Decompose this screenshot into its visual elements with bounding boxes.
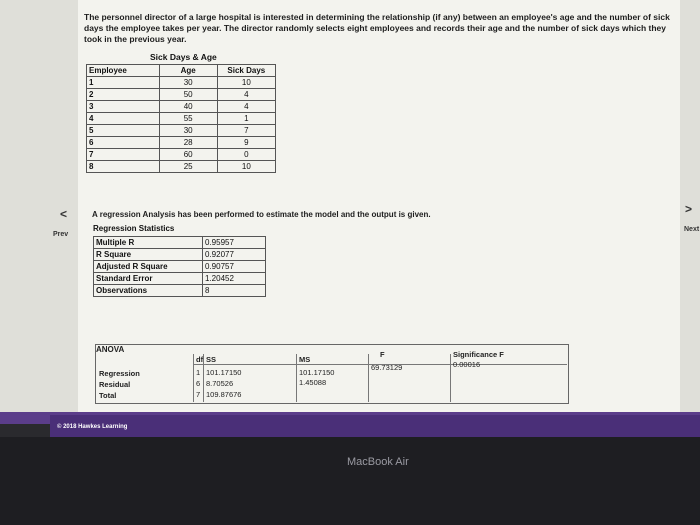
stat-value: 0.95957: [203, 237, 266, 249]
table-row: [87, 113, 276, 125]
cell-sick-days: 4: [217, 89, 275, 101]
footer-band: [50, 415, 700, 437]
table-row: [94, 261, 266, 273]
table-row: [94, 237, 266, 249]
cell-employee: 5: [87, 125, 160, 137]
table-row: [94, 285, 266, 297]
cell-age: 60: [159, 149, 217, 161]
cell-sick-days: 1: [217, 113, 275, 125]
regression-stats-title: Regression Statistics: [93, 224, 175, 233]
table-row: [87, 101, 276, 113]
cell-age: 28: [159, 137, 217, 149]
cell-employee: 6: [87, 137, 160, 149]
table-row: [94, 249, 266, 261]
header-age: Age: [159, 65, 217, 77]
cell-sick-days: 10: [217, 161, 275, 173]
anova-total-ss: 109.87676: [206, 390, 242, 399]
anova-col-divider: [193, 354, 194, 402]
anova-label-total: Total: [99, 391, 117, 400]
cell-age: 55: [159, 113, 217, 125]
cell-age: 40: [159, 101, 217, 113]
stat-label: Observations: [94, 285, 203, 297]
cell-sick-days: 10: [217, 77, 275, 89]
anova-reg-ms: 101.17150: [299, 368, 335, 377]
anova-header-ss: SS: [206, 355, 217, 364]
cell-sick-days: 9: [217, 137, 275, 149]
anova-label-regression: Regression: [99, 369, 140, 378]
anova-title: ANOVA: [96, 345, 125, 354]
next-button[interactable]: Next: [684, 226, 700, 233]
anova-reg-f: 69.73129: [371, 363, 403, 372]
table-row: [87, 161, 276, 173]
table-header-row: [87, 65, 276, 77]
anova-res-df: 6: [196, 379, 201, 388]
stat-value: 0.92077: [203, 249, 266, 261]
problem-text: The personnel director of a large hospital is interested in determining the relationship (if any) between an employee's age and the number of sick days the employee takes per year. The director randomly selects eight employees and records their age and the number of sick days which they took in the previous year.: [84, 12, 670, 44]
table-row: [87, 149, 276, 161]
anova-col-divider: [450, 354, 451, 402]
anova-reg-df: 1: [196, 368, 201, 377]
anova-total-df: 7: [196, 390, 201, 399]
cell-sick-days: 0: [217, 149, 275, 161]
cell-age: 50: [159, 89, 217, 101]
anova-res-ss: 8.70526: [206, 379, 234, 388]
anova-header-sig: Significance F: [453, 350, 504, 359]
anova-reg-sig: 0.00016: [453, 360, 481, 369]
anova-header-df: df: [196, 355, 204, 364]
stat-label: R Square: [94, 249, 203, 261]
cell-age: 30: [159, 77, 217, 89]
anova-label-residual: Residual: [99, 380, 131, 389]
anova-res-ms: 1.45088: [299, 378, 327, 387]
sick-days-table: [86, 64, 276, 173]
table-row: [87, 125, 276, 137]
stat-value: 0.90757: [203, 261, 266, 273]
macbook-label: MacBook Air: [347, 456, 409, 468]
cell-age: 30: [159, 125, 217, 137]
copyright-text: © 2018 Hawkes Learning: [57, 424, 128, 430]
anova-header-ms: MS: [299, 355, 311, 364]
stat-label: Multiple R: [94, 237, 203, 249]
regression-stats-table: [93, 236, 266, 297]
anova-reg-ss: 101.17150: [206, 368, 242, 377]
cell-employee: 3: [87, 101, 160, 113]
header-sick-days: Sick Days: [217, 65, 275, 77]
table-row: [94, 273, 266, 285]
cell-employee: 4: [87, 113, 160, 125]
anova-col-divider: [296, 354, 297, 402]
anova-col-divider: [368, 354, 369, 402]
stat-label: Standard Error: [94, 273, 203, 285]
cell-employee: 1: [87, 77, 160, 89]
cell-employee: 8: [87, 161, 160, 173]
stat-value: 8: [203, 285, 266, 297]
cell-employee: 7: [87, 149, 160, 161]
cell-age: 25: [159, 161, 217, 173]
anova-col-divider: [203, 354, 204, 402]
cell-sick-days: 7: [217, 125, 275, 137]
prev-arrow-icon[interactable]: <: [60, 207, 68, 221]
stat-value: 1.20452: [203, 273, 266, 285]
cell-sick-days: 4: [217, 101, 275, 113]
prev-button[interactable]: Prev: [53, 231, 69, 238]
table-row: [87, 89, 276, 101]
stat-label: Adjusted R Square: [94, 261, 203, 273]
laptop-bezel: [0, 437, 700, 525]
anova-header-f: F: [380, 350, 385, 359]
table-row: [87, 77, 276, 89]
table-row: [87, 137, 276, 149]
header-employee: Employee: [87, 65, 160, 77]
intro-text: A regression Analysis has been performed to estimate the model and the output is given.: [92, 210, 431, 219]
cell-employee: 2: [87, 89, 160, 101]
sick-table-title: Sick Days & Age: [150, 52, 217, 62]
next-arrow-icon[interactable]: >: [685, 202, 693, 216]
